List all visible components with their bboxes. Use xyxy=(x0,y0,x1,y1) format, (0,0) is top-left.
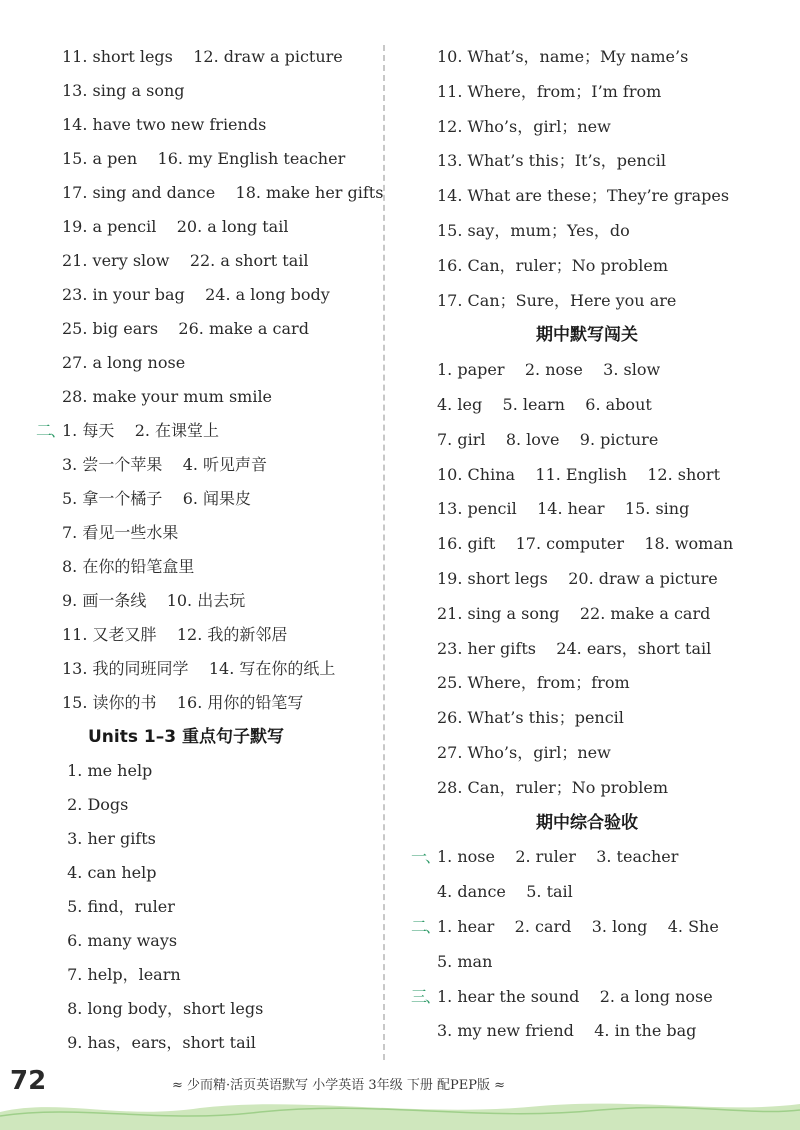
answer-text: 15. a pen 16. my English teacher xyxy=(62,149,346,168)
answer-line xyxy=(437,284,777,319)
answer-text: 2. Dogs xyxy=(62,795,129,814)
answer-text: 10. What’s，name；My name’s xyxy=(437,47,689,66)
answer-text: 13. 我的同班同学 14. 写在你的纸上 xyxy=(62,659,336,678)
answer-line xyxy=(437,632,777,667)
answer-line xyxy=(437,771,777,806)
section-heading xyxy=(62,720,382,754)
section-heading xyxy=(437,318,777,353)
answer-text: 19. short legs 20. draw a picture xyxy=(437,568,718,588)
answer-line xyxy=(62,40,382,74)
answer-text: 7. help，learn xyxy=(62,965,181,984)
answer-line xyxy=(62,380,382,414)
answer-text: 14. have two new friends xyxy=(62,115,267,134)
answer-text: 4. leg 5. learn 6. about xyxy=(437,394,652,414)
answer-text: 1. 每天 2. 在课堂上 xyxy=(62,421,220,440)
answer-line xyxy=(62,652,382,686)
answer-text: 25. big ears 26. make a card xyxy=(62,319,309,338)
answer-line xyxy=(437,562,777,597)
answer-line xyxy=(437,597,777,632)
answer-line xyxy=(62,278,382,312)
answer-text: 10. China 11. English 12. short xyxy=(437,464,720,484)
answer-line xyxy=(62,754,382,788)
section-marker: 三、 xyxy=(411,986,440,1006)
answer-line xyxy=(437,666,777,701)
answer-text: 26. What’s this；pencil xyxy=(437,708,624,728)
answer-text: 17. Can；Sure，Here you are xyxy=(437,290,677,310)
answer-line xyxy=(437,945,777,980)
answer-line xyxy=(437,492,777,527)
answer-text: 8. 在你的铅笔盒里 xyxy=(62,557,195,576)
section-heading xyxy=(437,806,777,841)
answer-line xyxy=(62,788,382,822)
answer-line xyxy=(411,980,777,1015)
footer-wave-decoration xyxy=(0,1090,800,1130)
answer-text: 6. many ways xyxy=(62,931,178,950)
answer-text: 13. pencil 14. hear 15. sing xyxy=(437,499,690,519)
answer-text: 23. her gifts 24. ears，short tail xyxy=(437,638,712,658)
answer-line xyxy=(62,244,382,278)
answer-text: 7. 看见一些水果 xyxy=(62,523,179,542)
answer-text: 27. Who’s，girl；new xyxy=(437,742,611,762)
answer-line xyxy=(437,249,777,284)
answer-text: 1. paper 2. nose 3. slow xyxy=(437,360,661,380)
answer-text: 1. nose 2. ruler 3. teacher xyxy=(437,847,679,867)
answer-line xyxy=(62,516,382,550)
page-number: 72 xyxy=(10,1066,47,1096)
answer-text: 3. 尝一个苹果 4. 听见声音 xyxy=(62,455,268,474)
answer-line xyxy=(437,75,777,110)
left-column xyxy=(36,40,384,1060)
answer-text: 13. What’s this；It’s，pencil xyxy=(437,151,666,171)
answer-text: 11. Where，from；I’m from xyxy=(437,81,662,101)
answer-line xyxy=(437,527,777,562)
answer-line xyxy=(437,736,777,771)
answer-text: 8. long body，short legs xyxy=(62,999,264,1018)
answer-line xyxy=(62,482,382,516)
answer-line xyxy=(62,992,382,1026)
answer-text: 16. Can，ruler；No problem xyxy=(437,255,669,275)
answer-line xyxy=(62,686,382,720)
section-marker: 二、 xyxy=(36,421,65,440)
answer-text: 7. girl 8. love 9. picture xyxy=(437,429,659,449)
answer-line xyxy=(36,414,382,448)
answer-text: 15. say，mum；Yes，do xyxy=(437,220,630,240)
answer-line xyxy=(411,910,777,945)
answer-line xyxy=(62,74,382,108)
answer-text: 12. Who’s，girl；new xyxy=(437,116,611,136)
answer-line xyxy=(437,110,777,145)
answer-line xyxy=(437,179,777,214)
answer-text: 14. What are these；They’re grapes xyxy=(437,186,730,206)
answer-text: 3. her gifts xyxy=(62,829,156,848)
answer-line xyxy=(62,1026,382,1060)
answer-text: 9. has，ears，short tail xyxy=(62,1033,256,1052)
answer-line xyxy=(62,108,382,142)
answer-text: 21. sing a song 22. make a card xyxy=(437,603,711,623)
answer-line xyxy=(437,458,777,493)
answer-line xyxy=(62,550,382,584)
answer-text: 19. a pencil 20. a long tail xyxy=(62,217,289,236)
answer-text: 27. a long nose xyxy=(62,353,186,372)
answer-line xyxy=(437,388,777,423)
answer-line xyxy=(62,958,382,992)
answer-text: 5. 拿一个橘子 6. 闻果皮 xyxy=(62,489,252,508)
answer-line xyxy=(62,924,382,958)
answer-text: 5. find，ruler xyxy=(62,897,175,916)
answer-text: 11. 又老又胖 12. 我的新邻居 xyxy=(62,625,288,644)
right-column xyxy=(411,40,777,1049)
answer-line xyxy=(437,1014,777,1049)
answer-text: 21. very slow 22. a short tail xyxy=(62,251,309,270)
footer-text: ≈ 少而精·活页英语默写 小学英语 3年级 下册 配PEP版 ≈ xyxy=(172,1078,505,1093)
section-marker: 一、 xyxy=(411,847,440,867)
answer-line xyxy=(62,448,382,482)
answer-text: 13. sing a song xyxy=(62,81,185,100)
answer-line xyxy=(62,142,382,176)
answer-line xyxy=(437,214,777,249)
answer-text: 1. hear 2. card 3. long 4. She xyxy=(437,916,719,936)
heading-text: 期中综合验收 xyxy=(536,812,638,833)
answer-text: 5. man xyxy=(437,951,493,971)
answer-text: 25. Where，from；from xyxy=(437,673,630,693)
answer-text: 1. me help xyxy=(62,761,153,780)
answer-line xyxy=(62,584,382,618)
answer-text: 9. 画一条线 10. 出去玩 xyxy=(62,591,246,610)
answer-line xyxy=(411,840,777,875)
answer-line xyxy=(437,353,777,388)
section-marker: 二、 xyxy=(411,916,440,936)
answer-line xyxy=(62,822,382,856)
answer-line xyxy=(62,210,382,244)
answer-text: 16. gift 17. computer 18. woman xyxy=(437,534,734,554)
answer-text: 23. in your bag 24. a long body xyxy=(62,285,330,304)
answer-line xyxy=(62,618,382,652)
answer-line xyxy=(62,312,382,346)
heading-text: 期中默写闯关 xyxy=(536,325,638,346)
answer-text: 4. can help xyxy=(62,863,157,882)
answer-line xyxy=(62,346,382,380)
answer-text: 11. short legs 12. draw a picture xyxy=(62,47,343,66)
heading-text: Units 1–3 重点句子默写 xyxy=(88,727,284,747)
answer-text: 3. my new friend 4. in the bag xyxy=(437,1021,697,1041)
answer-line xyxy=(62,856,382,890)
answer-line xyxy=(62,890,382,924)
answer-line xyxy=(437,701,777,736)
answer-line xyxy=(437,875,777,910)
answer-text: 28. Can，ruler；No problem xyxy=(437,777,669,797)
answer-text: 28. make your mum smile xyxy=(62,387,273,406)
answer-text: 4. dance 5. tail xyxy=(437,882,573,902)
answer-line xyxy=(437,40,777,75)
answer-line xyxy=(437,423,777,458)
answer-text: 17. sing and dance 18. make her gifts xyxy=(62,183,384,202)
answer-text: 1. hear the sound 2. a long nose xyxy=(437,986,713,1006)
answer-text: 15. 读你的书 16. 用你的铅笔写 xyxy=(62,693,304,712)
answer-line xyxy=(62,176,382,210)
answer-line xyxy=(437,144,777,179)
